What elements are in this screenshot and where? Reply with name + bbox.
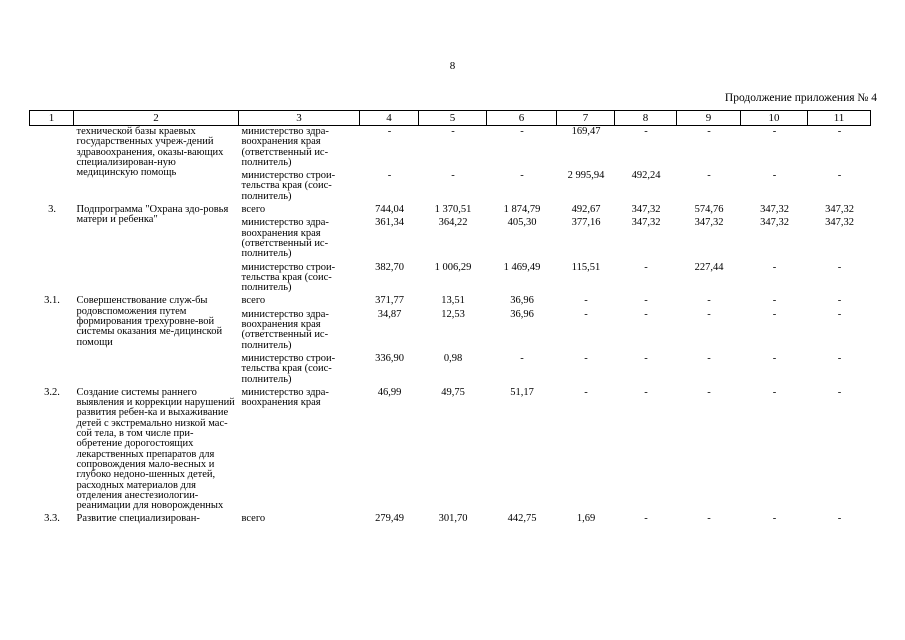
value-cell: - xyxy=(837,386,842,398)
budget-table xyxy=(29,110,871,527)
value-cell: - xyxy=(707,352,711,364)
column-header: 3 xyxy=(239,111,360,126)
value-cell: 382,70 xyxy=(375,261,404,273)
value-cell: - xyxy=(387,126,392,137)
value-cell: 744,04 xyxy=(375,204,404,216)
value-cell: - xyxy=(707,513,711,525)
value-cell: 347,32 xyxy=(760,204,789,216)
column-header: 11 xyxy=(808,111,871,126)
value-cell: - xyxy=(520,170,524,182)
column-header: 5 xyxy=(419,111,487,126)
value-cell: 347,32 xyxy=(825,204,854,216)
table-row xyxy=(30,295,871,308)
table-row xyxy=(30,513,871,526)
value-cell: - xyxy=(520,352,524,364)
column-header: 8 xyxy=(615,111,677,126)
value-cell: 364,22 xyxy=(438,217,468,229)
value-cell: - xyxy=(451,126,455,137)
item-number: 3.2. xyxy=(44,386,60,398)
value-cell: 1 874,79 xyxy=(503,204,541,216)
item-name: Развитие специализирован- xyxy=(76,513,200,525)
value-cell: - xyxy=(451,170,455,182)
column-header: 7 xyxy=(557,111,615,126)
item-number xyxy=(30,126,74,205)
value-cell: - xyxy=(772,295,777,307)
value-cell: - xyxy=(644,308,648,320)
value-cell: - xyxy=(837,352,842,364)
value-cell: - xyxy=(644,126,648,137)
item-number: 3.3. xyxy=(44,513,60,525)
column-header: 6 xyxy=(487,111,557,126)
executor-cell: министерство строи-тельства края (соис-полнитель) xyxy=(241,261,336,294)
value-cell: - xyxy=(644,295,648,307)
value-cell: - xyxy=(584,386,588,398)
executor-cell: всего xyxy=(241,204,266,216)
executor-cell: всего xyxy=(241,295,266,307)
value-cell: - xyxy=(707,170,711,182)
value-cell: - xyxy=(584,308,588,320)
value-cell: 36,96 xyxy=(510,295,534,307)
value-cell: 1,69 xyxy=(576,513,596,525)
value-cell: 2 995,94 xyxy=(567,170,605,182)
value-cell: - xyxy=(837,126,842,137)
value-cell: - xyxy=(584,352,588,364)
column-header: 9 xyxy=(677,111,741,126)
item-name: технической базы краевых государственных учреж-дений здравоохранения, оказы-вающих специализирован-ную медицинскую помощь xyxy=(76,126,224,179)
value-cell: 115,51 xyxy=(571,261,601,273)
table-body xyxy=(30,126,871,527)
item-number: 3.1. xyxy=(44,295,60,307)
executor-cell: министерство здра-воохранения края (ответственный ис-полнитель) xyxy=(241,308,329,351)
page-number: 8 xyxy=(449,60,456,72)
column-number-row xyxy=(30,111,871,126)
value-cell: - xyxy=(772,513,777,525)
executor-cell: всего xyxy=(241,513,266,525)
value-cell: 574,76 xyxy=(694,204,724,216)
column-header: 2 xyxy=(74,111,239,126)
value-cell: 34,87 xyxy=(377,308,402,320)
item-name: Создание системы раннего выявления и коррекции нарушений развития ребен-ка и выхаживание детей с экстремально низкой мас-сой тела, в том числе при-обретение дорогостоящих лекарственных препаратов для сопровождения мало-весных и глубоко недоно-шенных детей, расходных материалов для отделения анестезиологии-реанимации для новорожденных xyxy=(76,386,235,512)
value-cell: - xyxy=(837,308,842,320)
value-cell: 227,44 xyxy=(694,261,724,273)
value-cell: - xyxy=(772,386,777,398)
value-cell: - xyxy=(772,126,777,137)
value-cell: - xyxy=(772,170,777,182)
value-cell: 347,32 xyxy=(631,217,661,229)
value-cell: 12,53 xyxy=(441,308,465,320)
item-number: 3. xyxy=(48,204,56,216)
value-cell: - xyxy=(837,513,842,525)
value-cell: 361,34 xyxy=(375,217,404,229)
value-cell: 1 469,49 xyxy=(503,261,541,273)
value-cell: 492,24 xyxy=(631,170,661,182)
item-name: Совершенствование служ-бы родовспоможения путем формирования трехуровне-вой системы оказания ме-дицинской помощи xyxy=(76,295,223,348)
value-cell: 347,32 xyxy=(760,217,789,229)
value-cell: 405,30 xyxy=(507,217,537,229)
value-cell: 46,99 xyxy=(377,386,402,398)
column-header: 4 xyxy=(360,111,419,126)
table-row xyxy=(30,387,871,514)
value-cell: 279,49 xyxy=(375,513,404,525)
value-cell: 1 370,51 xyxy=(434,204,472,216)
value-cell: 336,90 xyxy=(375,352,404,364)
value-cell: - xyxy=(584,295,588,307)
value-cell: 442,75 xyxy=(507,513,537,525)
value-cell: - xyxy=(644,352,648,364)
value-cell: 377,16 xyxy=(571,217,601,229)
value-cell: - xyxy=(707,308,711,320)
value-cell: - xyxy=(772,308,777,320)
value-cell: 347,32 xyxy=(631,204,661,216)
value-cell: - xyxy=(837,295,842,307)
column-header: 1 xyxy=(30,111,74,126)
executor-cell: министерство строи-тельства края (соис-полнитель) xyxy=(241,170,336,202)
column-header: 10 xyxy=(741,111,808,126)
executor-cell: министерство здра-воохранения края xyxy=(241,386,329,409)
value-cell: 347,32 xyxy=(694,217,724,229)
value-cell: - xyxy=(772,352,777,364)
executor-cell: министерство строи-тельства края (соис-полнитель) xyxy=(241,352,336,385)
value-cell: - xyxy=(707,295,711,307)
value-cell: 36,96 xyxy=(510,308,534,320)
item-name: Подпрограмма "Охрана здо-ровья матери и ребенка" xyxy=(76,204,229,226)
value-cell: - xyxy=(707,126,711,137)
table-row xyxy=(30,204,871,217)
table-row xyxy=(30,126,871,171)
value-cell: 492,67 xyxy=(571,204,601,216)
value-cell: - xyxy=(644,386,648,398)
value-cell: - xyxy=(644,261,648,273)
value-cell: - xyxy=(772,261,777,273)
value-cell: - xyxy=(644,513,648,525)
continuation-note: Продолжение приложения № 4 xyxy=(724,92,877,104)
value-cell: 301,70 xyxy=(438,513,468,525)
executor-cell: министерство здра-воохранения края (ответственный ис-полнитель) xyxy=(241,126,329,168)
value-cell: - xyxy=(707,386,711,398)
value-cell: 49,75 xyxy=(441,386,465,398)
value-cell: - xyxy=(837,261,842,273)
value-cell: 371,77 xyxy=(375,295,404,307)
executor-cell: министерство здра-воохранения края (ответственный ис-полнитель) xyxy=(241,217,329,260)
value-cell: - xyxy=(837,170,842,182)
value-cell: - xyxy=(520,126,524,137)
value-cell: 347,32 xyxy=(825,217,854,229)
value-cell: 0,98 xyxy=(443,352,463,364)
value-cell: 1 006,29 xyxy=(434,261,472,273)
value-cell: 51,17 xyxy=(510,386,534,398)
value-cell: 169,47 xyxy=(571,126,601,137)
value-cell: 13,51 xyxy=(441,295,465,307)
value-cell: - xyxy=(387,170,392,182)
